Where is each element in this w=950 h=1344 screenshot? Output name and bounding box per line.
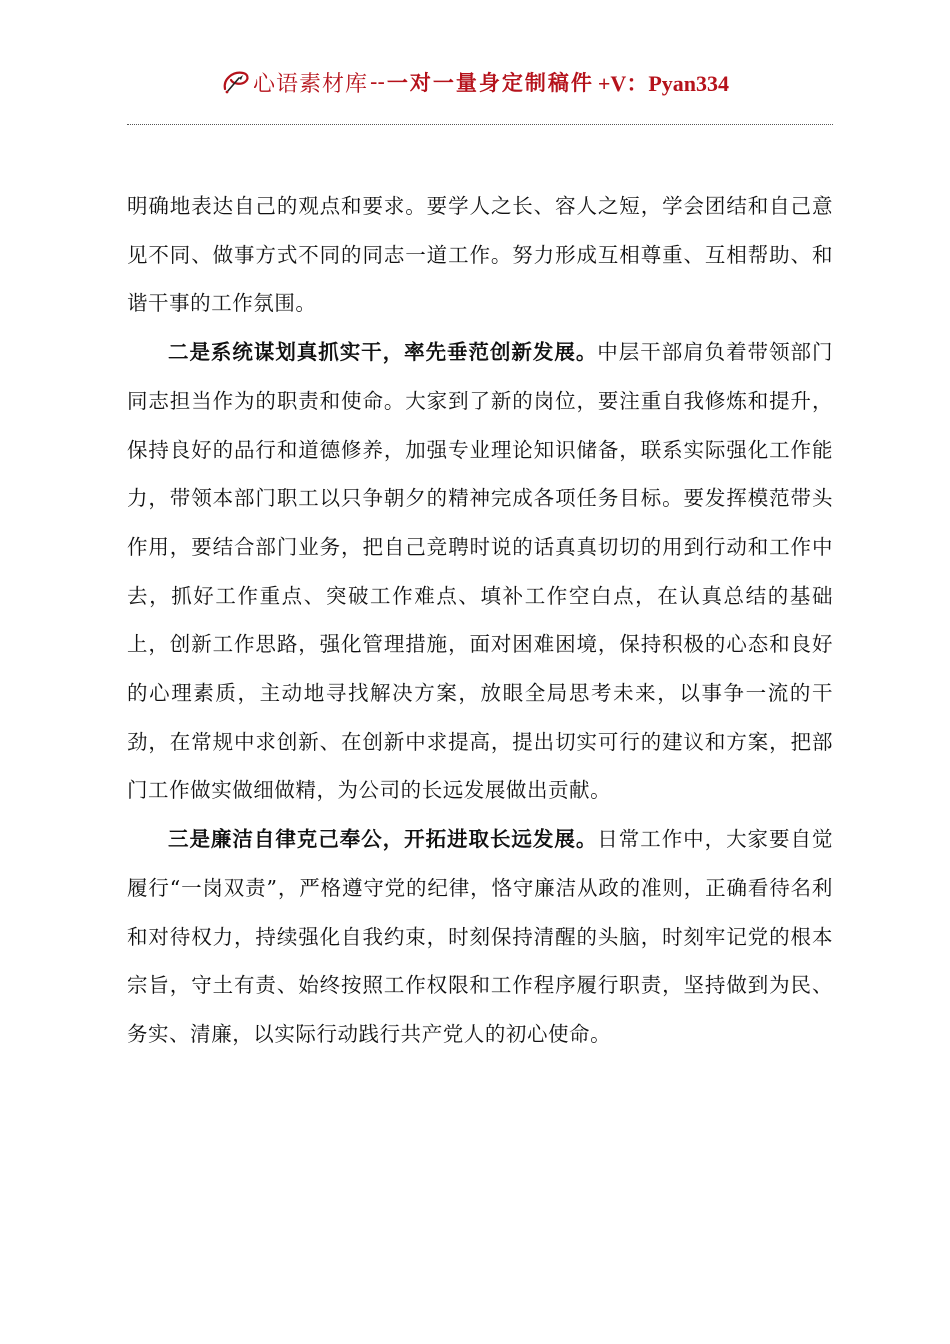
quill-swirl-logo-icon — [221, 67, 251, 97]
paragraph-point-three — [127, 815, 833, 1059]
header-brand: 心语素材库 — [253, 70, 369, 96]
paragraph-text: 中层干部肩负着带领部门同志担当作为的职责和使命。大家到了新的岗位，要注重自我修炼和提升，保持良好的品行和道德修养，加强专业理论知识储备，联系实际强化工作能力，带领本部门职工以只争朝夕的精神完成各项任务目标。要发挥模范带头作用，要结合部门业务，把自己竞聘时说的话真真切切的用到行动和工作中去，抓好工作重点、突破工作难点、填补工作空白点，在认真总结的基础上，创新工作思路，强化管理措施，面对困难困境，保持积极的心态和良好的心理素质，主动地寻找解决方案，放眼全局思考未来，以事争一流的干劲，在常规中求创新、在创新中求提高，提出切实可行的建议和方案，把部门工作做实做细做精，为公司的长远发展做出贡献。 — [127, 340, 833, 803]
header-separator: -- — [370, 69, 385, 95]
paragraph-point-two — [127, 328, 833, 815]
document-body — [127, 182, 833, 1059]
paragraph-continuation — [127, 182, 833, 328]
paragraph-text: 明确地表达自己的观点和要求。要学人之长、容人之短，学会团结和自己意见不同、做事方式不同的同志一道工作。努力形成互相尊重、互相帮助、和谐干事的工作氛围。 — [127, 194, 833, 316]
header-contact: +V：Pyan334 — [597, 70, 729, 96]
paragraph-text: 日常工作中，大家要自觉履行“一岗双责”，严格遵守党的纪律，恪守廉洁从政的准则，正确看待名利和对待权力，持续强化自我约束，时刻保持清醒的头脑，时刻牢记党的根本宗旨，守土有责、始终按照工作权限和工作程序履行职责，坚持做到为民、务实、清廉，以实际行动践行共产党人的初心使命。 — [127, 827, 833, 1046]
header-divider — [127, 124, 833, 125]
paragraph-lead: 二是系统谋划真抓实干，率先垂范创新发展。 — [168, 340, 598, 365]
header-slogan: 一对一量身定制稿件 — [386, 70, 594, 95]
page-header — [0, 60, 950, 104]
paragraph-lead: 三是廉洁自律克己奉公，开拓进取长远发展。 — [168, 827, 598, 852]
